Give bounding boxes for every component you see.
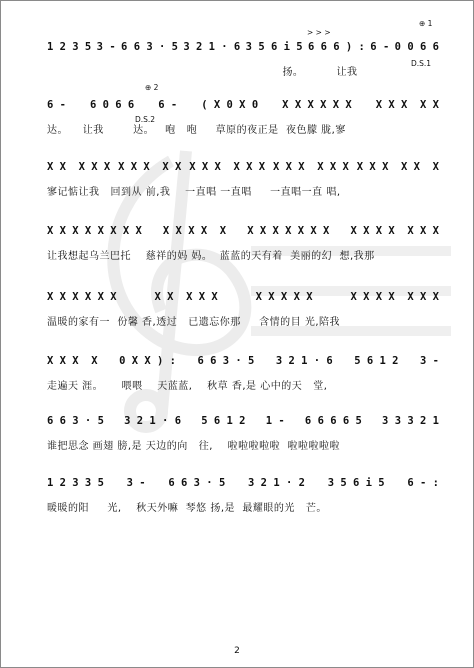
notation-line [47,159,439,175]
measure: X X X X X [154,291,218,303]
notation-line [47,475,439,491]
measure: 5 6 1 2 [354,355,399,367]
measure: 3 2 1 · 6 [124,415,182,427]
ds-mark: D.S.2 [135,115,156,124]
measure: 6 - : [407,477,439,489]
measure: 0 X X ) : [119,355,176,367]
measure: X X X X X X X [247,225,330,237]
measure: 1 2 3 3 5 [47,477,104,489]
measure: 6 6 6 ) : [307,41,365,53]
measure: 3 2 1 · 6 [183,41,241,53]
measure: X X X X X X [47,291,117,303]
measure: X X X X X X [282,99,352,111]
measure: 3 - [126,477,146,489]
accent-marks: > > > [307,28,331,37]
lyrics-line: 温暖的家有一 份馨 香,透过 已遗忘你那 含情的目 光,陪我 [47,317,341,328]
measure: X X X X X X X [350,291,439,303]
measure: 3 2 1 · 2 [248,477,305,489]
measure: X X X X X X X X [47,225,142,237]
measure: ( X 0 X 0 [201,99,259,111]
page-number: 2 [234,646,240,656]
measure: X X X X [47,355,98,367]
measure: 3 5 6 i 5 [327,477,385,489]
measure: 3 2 1 · 6 [275,355,333,367]
notation-line [47,413,439,429]
notation-line [47,39,439,55]
measure: X X X X X X X [350,225,439,237]
measure: 6 - [370,41,390,53]
lyrics-line: 谁把思念 画翅 膀,是 天边的向 往, 啦啦啦啦啦 啦啦啦啦啦 [47,441,341,452]
measure: 3 3 3 2 1 [382,415,439,427]
measure: 6 - [158,99,178,111]
measure: X X X X X X [273,161,349,173]
coda-mark: ⊕ 2 [145,83,159,92]
ds-mark: D.S.1 [411,59,432,68]
lyrics-line: 达。 让我 达。 咆 咆 草原的夜正是 夜色朦 胧,寥 [47,125,346,136]
measure: 3 - [96,41,116,53]
lyrics-line: 走遍天 涯。 喂喂 天蓝蓝, 秋草 香,是 心中的天 堂, [47,381,328,392]
measure: 6 0 6 6 [89,99,135,111]
lyrics-line: 寥记惦让我 回到从 前,我 一直唱 一直唱 一直唱一直 唱, [47,187,341,198]
measure: X X X X X [118,161,182,173]
lyrics-line: 让我想起乌兰巴托 慈祥的妈 妈。 蓝蓝的天有着 美丽的幻 想,我那 [47,251,375,262]
notation-line [47,353,439,369]
measure: 3 - [419,355,439,367]
measure: X X X X X [47,161,111,173]
notation-line [47,97,439,113]
measure: X X X X X X [356,161,439,173]
measure: 6 6 3 · 5 [197,355,255,367]
measure: X X X X X X [189,161,266,173]
lyrics-line: 暖暖的阳 光, 秋天外嘛 琴悠 扬,是 最耀眼的光 芒。 [47,503,327,514]
measure: 1 - [265,415,285,427]
measure: X X X X X [375,99,439,111]
notation-line [47,223,439,239]
measure: 6 - [47,99,66,111]
measure: 6 6 6 6 5 [304,415,362,427]
lyrics-line: 扬。 让我 [47,67,358,78]
measure: 6 6 3 · 5 [121,41,178,53]
measure: X X X X X [162,225,227,237]
measure: 6 6 3 · 5 [47,415,104,427]
coda-mark: ⊕ 1 [419,19,433,28]
measure: X X X X X [255,291,313,303]
measure: 3 5 6 i 5 [245,41,303,53]
measure: 0 0 6 6 [394,41,439,53]
measure: 1 2 3 5 [47,41,92,53]
measure: 5 6 1 2 [201,415,246,427]
measure: 6 6 3 · 5 [168,477,226,489]
notation-line [47,289,439,305]
